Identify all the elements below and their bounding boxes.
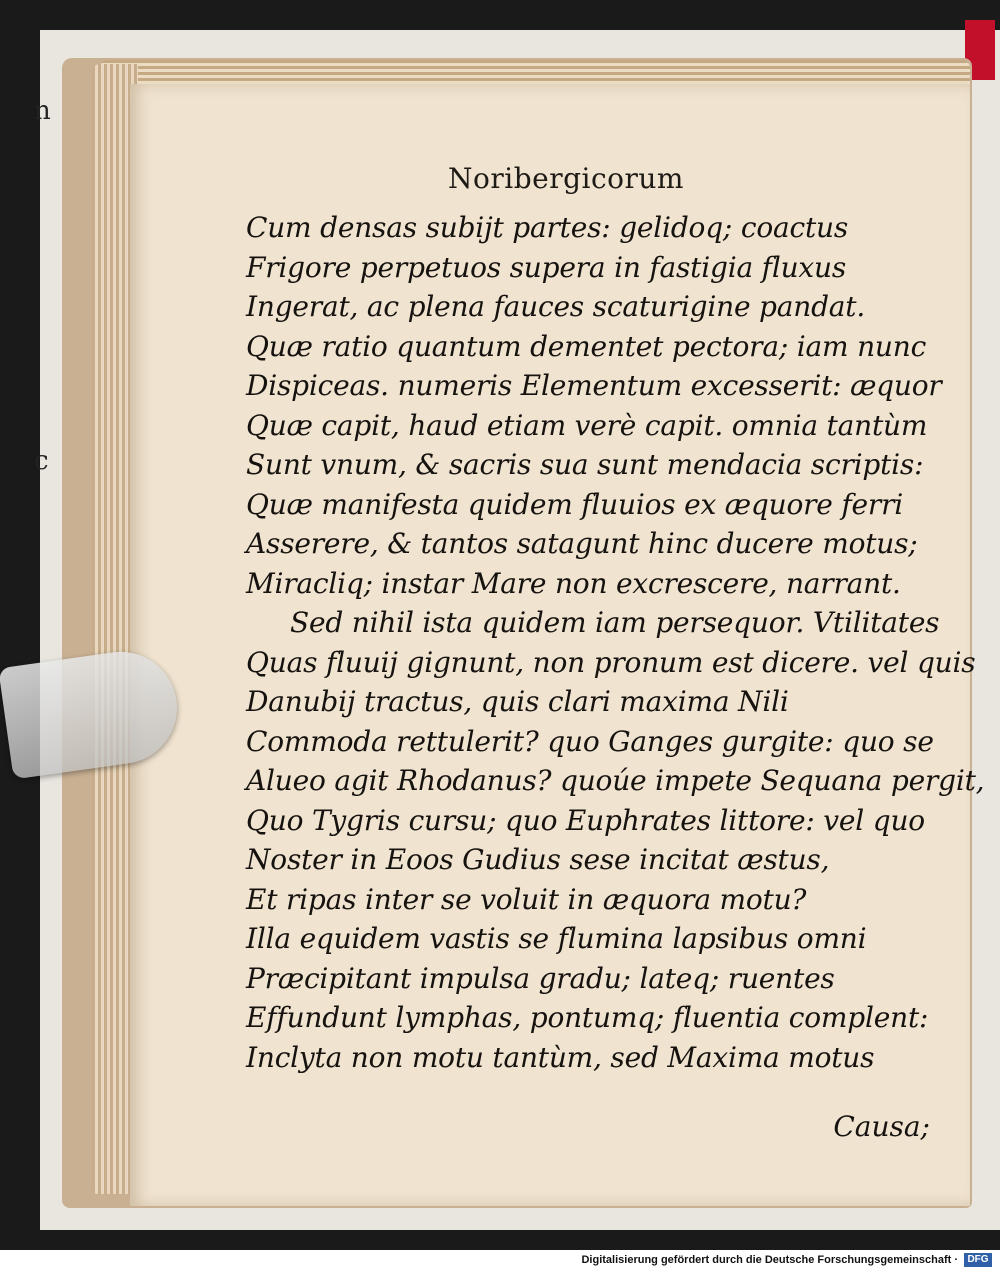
verse-line: Inclyta non motu tantùm, sed Maxima motus — [246, 1040, 875, 1074]
verse-line: Ingerat, ac plena fauces scaturigine pandat. — [246, 290, 866, 323]
verse-line: Sed nihil ista quidem iam persequor. Vtilitates — [290, 606, 940, 639]
verse-line: Quæ capit, haud etiam verè capit. omnia tantùm — [246, 408, 928, 442]
verse-block — [246, 208, 985, 1077]
catchword: Causa; — [833, 1110, 930, 1143]
verse-line: Danubij tractus, quis clari maxima Nili — [246, 685, 789, 718]
verse-line: Miracliq; instar Mare non excrescere, narrant. — [246, 566, 901, 600]
verse-line: Dispiceas. numeris Elementum excesserit: æquor — [246, 369, 942, 402]
verse-line: Illa equidem vastis se flumina lapsibus omni — [246, 922, 867, 955]
verse-line: Frigore perpetuos supera in fastigia fluxus — [246, 250, 847, 284]
verse-line: Quas fluuij gignunt, non pronum est dicere. vel quis — [246, 645, 976, 679]
verse-line: Noster in Eoos Gudius sese incitat æstus, — [246, 843, 830, 876]
verse-line: Commoda rettulerit? quo Ganges gurgite: quo se — [246, 724, 934, 758]
verse-line: Quæ ratio quantum dementet pectora; iam nunc — [246, 329, 927, 363]
verse-line: Alueo agit Rhodanus? quoúe impete Sequana pergit, — [246, 764, 985, 797]
verse-line: Cum densas subijt partes: gelidoq; coactus — [246, 211, 849, 244]
verse-line: Quo Tygris cursu; quo Euphrates littore: vel quo — [246, 803, 925, 837]
verse-line: Et ripas inter se voluit in æquora motu? — [246, 882, 807, 916]
verse-line: Effundunt lymphas, pontumq; fluentia complent: — [246, 1001, 929, 1034]
dfg-logo-icon: DFG — [964, 1253, 992, 1267]
verse-line: Quæ manifesta quidem fluuios ex æquore ferri — [246, 487, 904, 521]
verse-line: Præcipitant impulsa gradu; lateq; ruentes — [246, 961, 835, 995]
book-page — [130, 84, 985, 1206]
verse-line: Sunt vnum, & sacris sua sunt mendacia scriptis: — [246, 448, 924, 481]
verse-line: Asserere, & tantos satagunt hinc ducere motus; — [246, 527, 918, 560]
funding-credit: Digitalisierung gefördert durch die Deutsche Forschungsgemeinschaft · — [581, 1254, 958, 1266]
top-page-edges — [100, 60, 970, 86]
running-head: Noribergicorum — [448, 162, 684, 195]
scan-area: n c Noribergicorum Cum densas subijt partes: gelidoq; coactus Frigore perpetuos supera in fastigia fluxus Ingerat, ac plena fauces scaturigine pandat. Quæ ratio quantum dementet pectora; iam nunc Dispiceas. numeris Elementum excesserit: æquor Quæ capit, haud etiam verè capit. omnia tantùm Sunt vnum, & sacris sua sunt mendacia scriptis: Quæ manifesta quidem fluuios ex æquore ferri Asserere, & tantos satagunt hinc ducere motus; Miracliq; instar Mare non excrescere, narrant. Sed nihil ista quidem iam persequor. Vtilitates Quas fluuij gignunt, non pronum est dicere. vel quis Danubij tractus, quis clari maxima Nili Commoda rettulerit? quo Ganges gurgite: quo se Alueo agit Rhodanus? quoúe impete Sequana pergit, Quo Tygris cursu; quo Euphrates littore: vel quo Noster in Eoos Gudius sese incitat æstus, Et ripas inter se voluit in æquora motu? Illa equidem vastis se flumina lapsibus omni Præcipitant impulsa gradu; lateq; ruentes Effundunt lymphas, pontumq; fluentia complent: Inclyta non motu tantùm, sed Maxima motus Causa; — [0, 0, 1000, 1250]
